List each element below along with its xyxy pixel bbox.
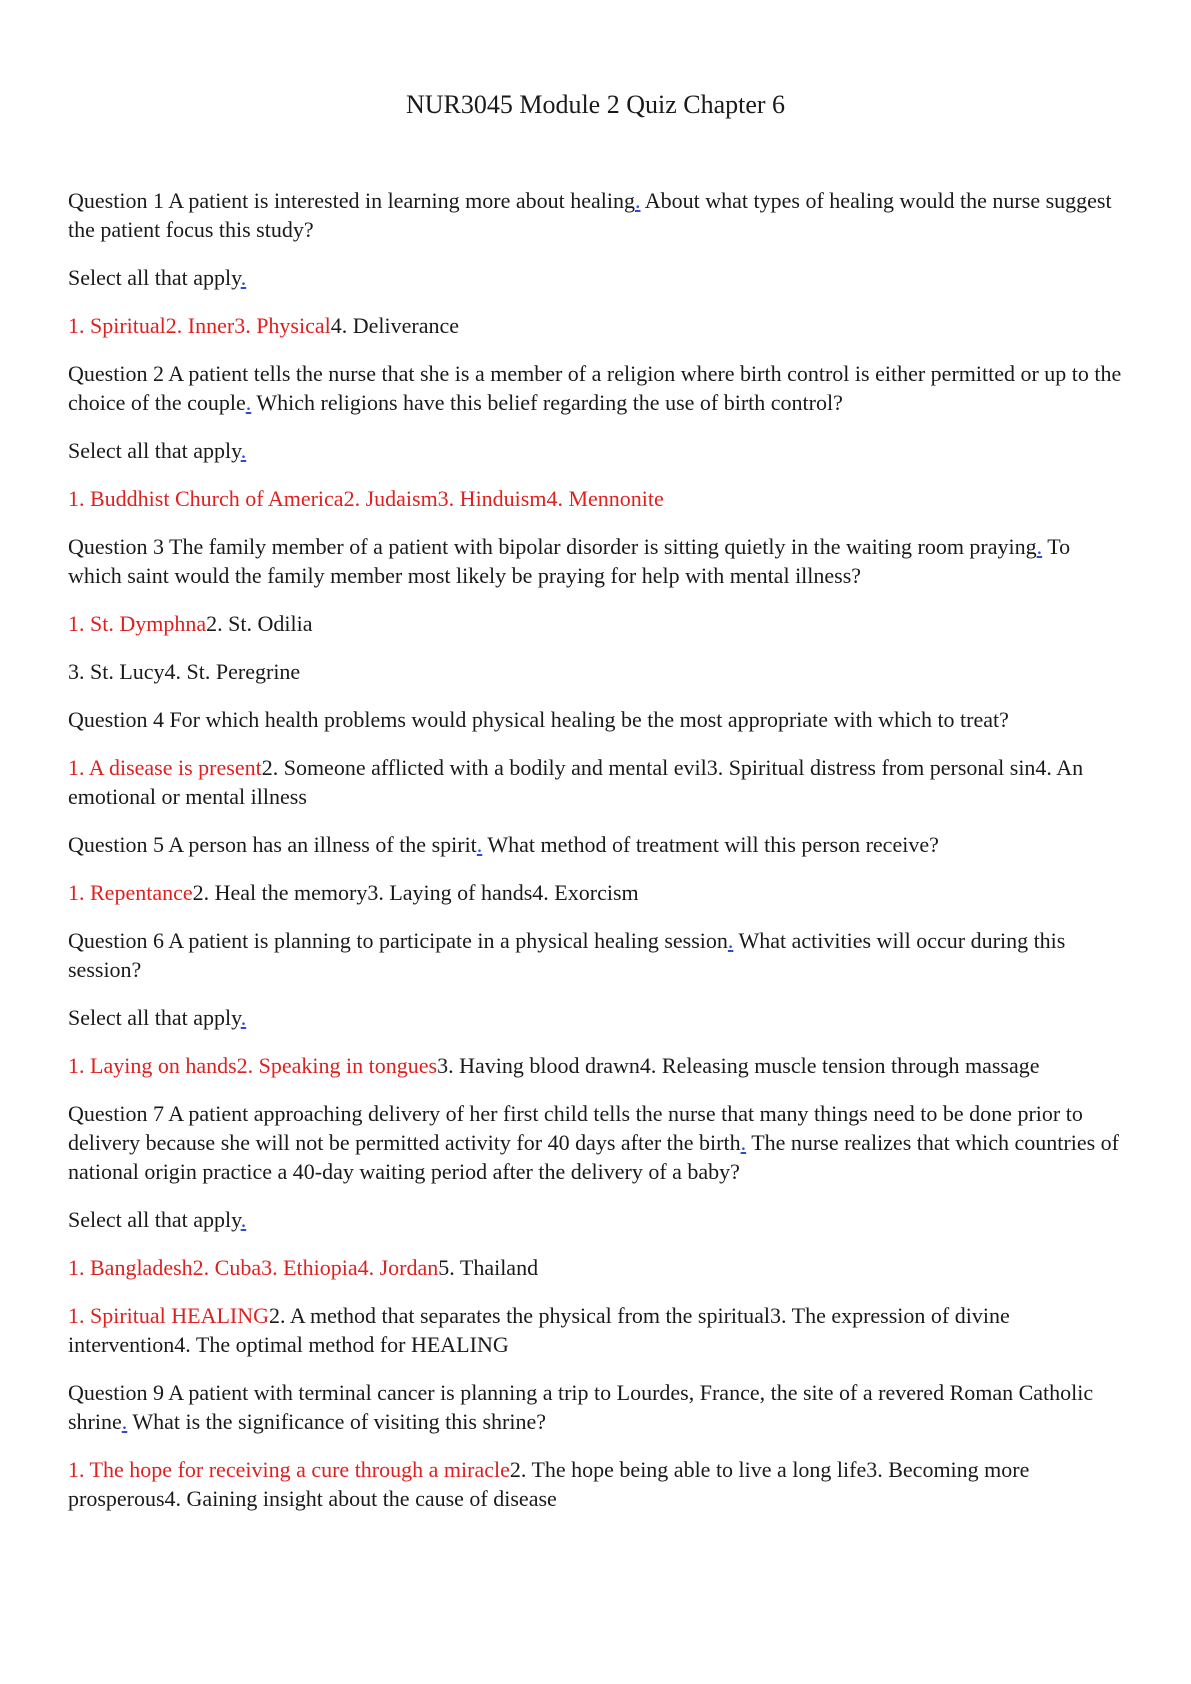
question-6-answers: 1. Laying on hands2. Speaking in tongues3. Having blood drawn4. Releasing muscle tension through massage	[68, 1053, 1040, 1078]
period-link[interactable]: .	[121, 1409, 128, 1434]
question-9-stem: Question 9 A patient with terminal cancer is planning a trip to Lourdes, France, the site of a revered Roman Catholic shrine. What is the significance of visiting this shrine?	[68, 1380, 1094, 1434]
period-link[interactable]: .	[727, 928, 734, 953]
period-link[interactable]: .	[240, 265, 247, 290]
question-4-stem: Question 4 For which health problems would physical healing be the most appropriate with which to treat?	[68, 707, 1009, 732]
period-link[interactable]: .	[240, 1207, 247, 1232]
question-5-stem: Question 5 A person has an illness of the spirit. What method of treatment will this person receive?	[68, 832, 939, 857]
period-link[interactable]: .	[1036, 534, 1043, 559]
question-5-answers: 1. Repentance2. Heal the memory3. Laying of hands4. Exorcism	[68, 880, 639, 905]
period-link[interactable]: .	[240, 438, 247, 463]
period-link[interactable]: .	[245, 390, 252, 415]
question-2-stem: Question 2 A patient tells the nurse that she is a member of a religion where birth control is either permitted or up to the choice of the couple. Which religions have this belief regarding the use of birth control?	[68, 361, 1122, 415]
document-body	[68, 186, 1126, 1532]
question-8-answers: 1. Spiritual HEALING2. A method that separates the physical from the spiritual3. The expression of divine intervention4. The optimal method for HEALING	[68, 1303, 1010, 1357]
question-7-answers: 1. Bangladesh2. Cuba3. Ethiopia4. Jordan5. Thailand	[68, 1255, 539, 1280]
period-link[interactable]: .	[240, 1005, 247, 1030]
period-link[interactable]: .	[634, 188, 641, 213]
question-7-stem: Question 7 A patient approaching delivery of her first child tells the nurse that many things need to be done prior to delivery because she will not be permitted activity for 40 days after the birth. The nurse realizes that which countries of national origin practice a 40-day waiting period after the delivery of a baby?	[68, 1101, 1119, 1184]
question-6-stem: Question 6 A patient is planning to participate in a physical healing session. What activities will occur during this session?	[68, 928, 1066, 982]
period-link[interactable]: .	[476, 832, 483, 857]
question-3-stem: Question 3 The family member of a patient with bipolar disorder is sitting quietly in the waiting room praying. To which saint would the family member most likely be praying for help with mental illness?	[68, 534, 1071, 588]
question-1-instruction: Select all that apply.	[68, 265, 247, 290]
question-9-answers: 1. The hope for receiving a cure through a miracle2. The hope being able to live a long life3. Becoming more prosperous4. Gaining insight about the cause of disease	[68, 1457, 1030, 1511]
question-1-answers: 1. Spiritual2. Inner3. Physical4. Deliverance	[68, 313, 460, 338]
question-7-instruction: Select all that apply.	[68, 1207, 247, 1232]
question-4-answers: 1. A disease is present2. Someone afflicted with a bodily and mental evil3. Spiritual distress from personal sin4. An emotional or mental illness	[68, 755, 1084, 809]
document-title: NUR3045 Module 2 Quiz Chapter 6	[405, 90, 786, 119]
period-link[interactable]: .	[740, 1130, 747, 1155]
question-3-answers: 1. St. Dymphna2. St. Odilia	[68, 611, 313, 636]
question-1-stem: Question 1 A patient is interested in learning more about healing. About what types of healing would the nurse suggest the patient focus this study?	[68, 188, 1112, 242]
question-3-answers-line2: 3. St. Lucy4. St. Peregrine	[68, 659, 301, 684]
question-2-answers: 1. Buddhist Church of America2. Judaism3. Hinduism4. Mennonite	[68, 486, 664, 511]
question-2-instruction: Select all that apply.	[68, 438, 247, 463]
question-6-instruction: Select all that apply.	[68, 1005, 247, 1030]
